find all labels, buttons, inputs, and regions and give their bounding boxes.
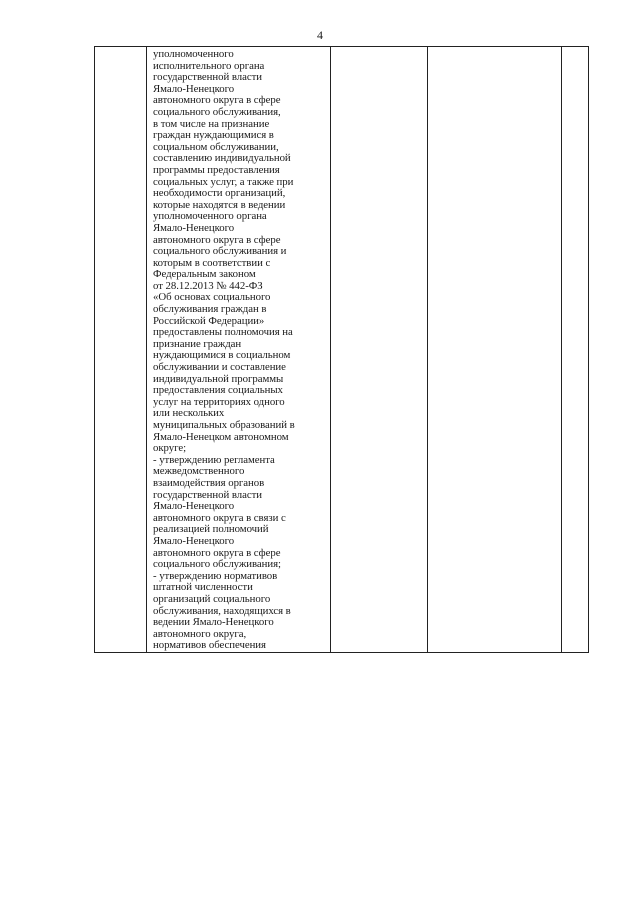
text-line: нормативов обеспечения xyxy=(153,639,266,652)
text-line: обслуживания граждан в xyxy=(153,303,267,316)
text-line: автономного округа в сфере xyxy=(153,546,281,559)
text-line: уполномоченного органа xyxy=(153,210,267,223)
text-line: индивидуальной программы xyxy=(153,372,284,385)
text-line: предоставления социальных xyxy=(153,384,283,397)
text-line: социального обслуживания и xyxy=(153,245,287,258)
text-line: организаций социального xyxy=(153,592,271,605)
text-line: Ямало-Ненецком автономном xyxy=(153,430,289,443)
text-line: Ямало-Ненецкого xyxy=(153,534,235,547)
text-line: признание граждан xyxy=(153,337,242,350)
text-line: штатной численности xyxy=(153,581,253,594)
text-line: Ямало-Ненецкого xyxy=(153,221,235,234)
text-line: в том числе на признание xyxy=(153,117,270,130)
cell-text xyxy=(153,49,327,652)
text-line: - утверждению нормативов xyxy=(153,569,278,582)
text-line: Ямало-Ненецкого xyxy=(153,82,235,95)
page-number: 4 xyxy=(317,28,323,42)
text-line: социальном обслуживании, xyxy=(153,140,279,153)
text-line: автономного округа в сфере xyxy=(153,94,281,107)
text-line: муниципальных образований в xyxy=(153,419,295,431)
table-cell-col3 xyxy=(331,47,428,653)
text-line: автономного округа, xyxy=(153,627,247,640)
text-line: предоставлены полномочия на xyxy=(153,326,293,339)
text-line: социальных услуг, а также при xyxy=(153,175,294,188)
text-line: социального обслуживания; xyxy=(153,558,281,571)
text-line: составлению индивидуальной xyxy=(153,152,291,165)
text-line: нуждающимися в социальном xyxy=(153,349,291,362)
text-line: необходимости организаций, xyxy=(153,187,286,200)
text-line: граждан нуждающимися в xyxy=(153,129,274,142)
text-line: которым в соответствии с xyxy=(153,256,271,269)
text-line: Ямало-Ненецкого xyxy=(153,500,235,513)
text-line: от 28.12.2013 № 442-ФЗ xyxy=(153,279,263,292)
document-table xyxy=(94,46,589,653)
text-line: государственной власти xyxy=(153,488,262,501)
table-row xyxy=(95,47,589,653)
text-line: реализацией полномочий xyxy=(153,523,269,536)
text-line: услуг на территориях одного xyxy=(153,395,285,408)
text-line: межведомственного xyxy=(153,465,245,478)
text-line: уполномоченного xyxy=(153,48,234,60)
text-line: автономного округа в сфере xyxy=(153,233,281,246)
text-line: обслуживании и составление xyxy=(153,361,286,374)
text-line: Российской Федерации» xyxy=(153,314,265,327)
text-line: государственной власти xyxy=(153,71,262,84)
text-line: или нескольких xyxy=(153,407,225,420)
text-line: исполнительного органа xyxy=(153,59,265,72)
table-cell-col5 xyxy=(562,47,589,653)
text-line: взаимодействия органов xyxy=(153,476,265,489)
text-line: социального обслуживания, xyxy=(153,105,281,118)
text-line: - утверждению регламента xyxy=(153,453,275,466)
text-line: «Об основах социального xyxy=(153,291,271,304)
table-cell-col4 xyxy=(428,47,562,653)
text-line: которые находятся в ведении xyxy=(153,198,286,211)
text-line: обслуживания, находящихся в xyxy=(153,604,291,617)
text-line: автономного округа в связи с xyxy=(153,511,286,524)
text-line: Федеральным законом xyxy=(153,268,256,281)
text-line: программы предоставления xyxy=(153,163,280,176)
text-line: ведении Ямало-Ненецкого xyxy=(153,616,274,629)
table-cell-col1 xyxy=(95,47,147,653)
text-line: округе; xyxy=(153,442,187,455)
table-cell-col2 xyxy=(147,47,331,653)
